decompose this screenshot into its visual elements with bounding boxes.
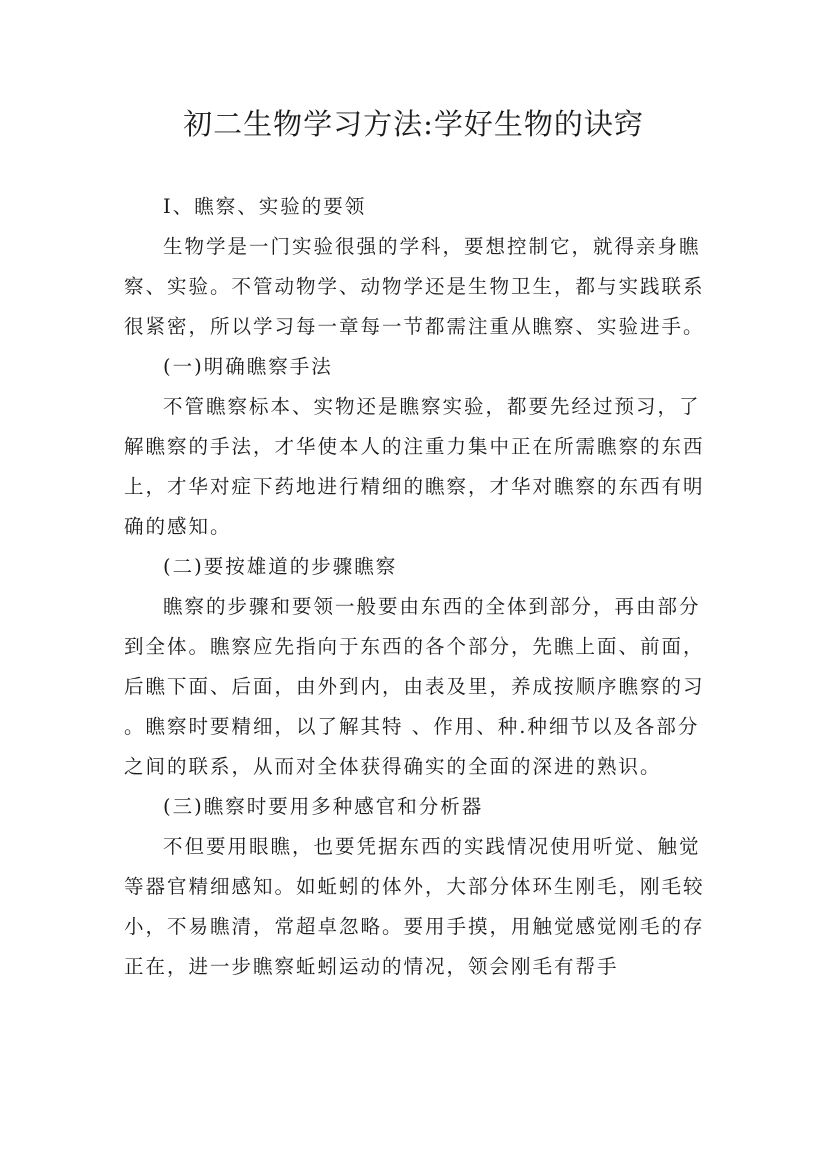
subsection-heading: (一)明确瞧察手法 [163,355,333,378]
body-paragraph: 瞧察的步骤和要领一般要由东西的全体到部分，再由部分到全体。瞧察应先指向于东西的各个部分，先瞧上面、前面，后瞧下面、后面，由外到内，由表及里，养成按顺序瞧察的习 。瞧察时要精细，以了解其特 、作用、种.种细节以及各部分之间的联系，从而对全体获得确实的全面的深进的熟识。 [124,595,705,778]
subsection-heading: (三)瞧察时要用多种感官和分析器 [163,795,484,818]
document-body [124,187,709,987]
body-paragraph: 不管瞧察标本、实物还是瞧察实验，都要先经过预习，了解瞧察的手法，才华使本人的注重力集中正在所需瞧察的东西上，才华对症下药地进行精细的瞧察，才华对瞧察的东西有明确的感知。 [124,395,705,538]
body-paragraph: 生物学是一门实验很强的学科，要想控制它，就得亲身瞧察、实验。不管动物学、动物学还是生物卫生，都与实践联系很紧密，所以学习每一章每一节都需注重从瞧察、实验进手。 [124,235,705,338]
document-title: 初二生物学习方法:学好生物的诀窍 [183,107,644,141]
section-heading: I、瞧察、实验的要领 [163,195,367,218]
body-paragraph: 不但要用眼瞧，也要凭据东西的实践情况使用听觉、触觉等器官精细感知。如蚯蚓的体外，大部分体环生刚毛，刚毛较小，不易瞧清，常超卓忽略。要用手摸，用触觉感觉刚毛的存正在，进一步瞧察蚯蚓运动的情况，领会刚毛有帮手 [124,835,705,978]
subsection-heading: (二)要按雄道的步骤瞧察 [163,555,398,578]
